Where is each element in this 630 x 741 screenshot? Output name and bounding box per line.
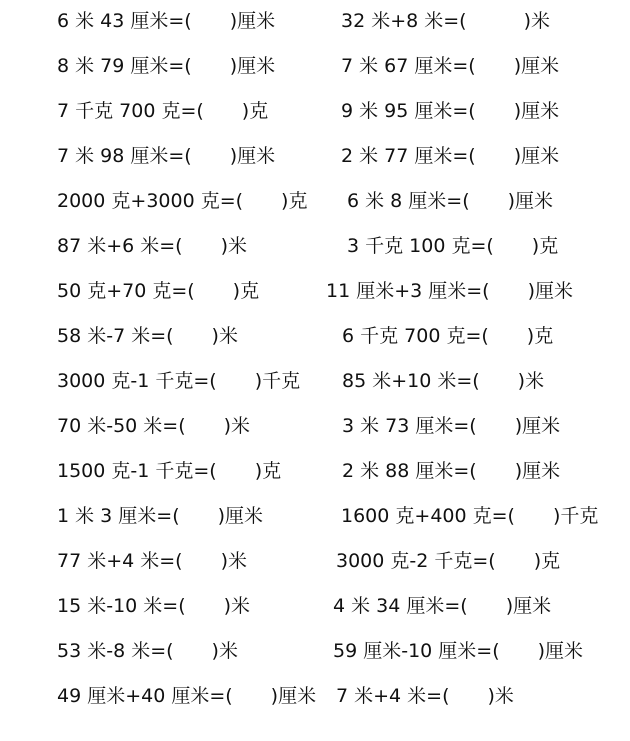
problem-right: 3000 克-2 千克=( )克 xyxy=(336,550,561,572)
problem-left: 7 米 98 厘米=( )厘米 xyxy=(57,145,276,167)
problem-left: 70 米-50 米=( )米 xyxy=(57,415,251,437)
problem-left: 8 米 79 厘米=( )厘米 xyxy=(57,55,276,77)
problem-right: 7 米+4 米=( )米 xyxy=(336,685,514,707)
problem-row xyxy=(0,366,630,396)
problem-row xyxy=(0,456,630,486)
problem-row xyxy=(0,276,630,306)
problem-left: 58 米-7 米=( )米 xyxy=(57,325,238,347)
problem-left: 3000 克-1 千克=( )千克 xyxy=(57,370,301,392)
problem-row xyxy=(0,96,630,126)
problem-right: 6 千克 700 克=( )克 xyxy=(342,325,554,347)
problem-left: 77 米+4 米=( )米 xyxy=(57,550,248,572)
problem-right: 2 米 77 厘米=( )厘米 xyxy=(341,145,560,167)
problem-left: 1 米 3 厘米=( )厘米 xyxy=(57,505,264,527)
problem-row xyxy=(0,51,630,81)
problem-row xyxy=(0,141,630,171)
problem-right: 3 米 73 厘米=( )厘米 xyxy=(342,415,561,437)
problem-right: 7 米 67 厘米=( )厘米 xyxy=(341,55,560,77)
problem-right: 1600 克+400 克=( )千克 xyxy=(341,505,599,527)
problem-left: 15 米-10 米=( )米 xyxy=(57,595,251,617)
problem-left: 2000 克+3000 克=( )克 xyxy=(57,190,308,212)
problem-left: 1500 克-1 千克=( )克 xyxy=(57,460,282,482)
problem-left: 6 米 43 厘米=( )厘米 xyxy=(57,10,276,32)
problem-row xyxy=(0,681,630,711)
problem-right: 2 米 88 厘米=( )厘米 xyxy=(342,460,561,482)
problem-right: 32 米+8 米=( )米 xyxy=(341,10,551,32)
problem-row xyxy=(0,636,630,666)
problem-right: 3 千克 100 克=( )克 xyxy=(347,235,559,257)
problem-row xyxy=(0,546,630,576)
problem-left: 7 千克 700 克=( )克 xyxy=(57,100,269,122)
problem-row xyxy=(0,321,630,351)
problem-left: 87 米+6 米=( )米 xyxy=(57,235,248,257)
problem-row xyxy=(0,411,630,441)
problem-left: 49 厘米+40 厘米=( )厘米 xyxy=(57,685,317,707)
problem-row xyxy=(0,231,630,261)
problem-left: 53 米-8 米=( )米 xyxy=(57,640,238,662)
problem-right: 6 米 8 厘米=( )厘米 xyxy=(347,190,554,212)
problem-row xyxy=(0,186,630,216)
problem-right: 59 厘米-10 厘米=( )厘米 xyxy=(333,640,584,662)
problem-right: 11 厘米+3 厘米=( )厘米 xyxy=(326,280,574,302)
problem-row xyxy=(0,501,630,531)
problem-row xyxy=(0,6,630,36)
problem-right: 4 米 34 厘米=( )厘米 xyxy=(333,595,552,617)
problem-right: 9 米 95 厘米=( )厘米 xyxy=(341,100,560,122)
problem-left: 50 克+70 克=( )克 xyxy=(57,280,260,302)
problem-right: 85 米+10 米=( )米 xyxy=(342,370,545,392)
problem-row xyxy=(0,591,630,621)
